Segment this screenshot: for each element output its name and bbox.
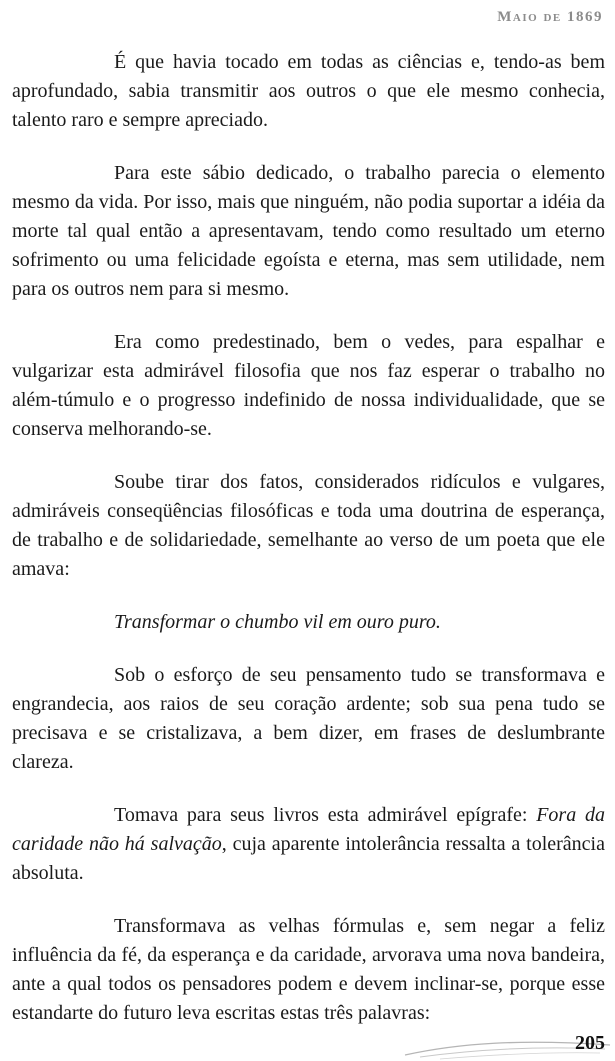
paragraph-6 xyxy=(12,801,605,888)
page-body xyxy=(12,48,605,1052)
paragraph-1: É que havia tocado em todas as ciências e, tendo-as bem aprofundado, sabia transmitir aos outros o que ele mesmo conhecia, talento raro e sempre apreciado. xyxy=(12,51,605,131)
paragraph-6-tail: , cuja aparente intolerância ressalta a tolerância absoluta. xyxy=(12,833,605,884)
paragraph-5: Sob o esforço de seu pensamento tudo se transformava e engrandecia, aos raios de seu coração ardente; sob sua pena tudo se precisava e se cristalizava, a bem dizer, em frases de deslumbrante clareza. xyxy=(12,664,605,773)
paragraph-6-lead: Tomava para seus livros esta admirável epígrafe: xyxy=(114,804,537,826)
running-header: Maio de 1869 xyxy=(497,9,603,25)
paragraph-7: Transformava as velhas fórmulas e, sem negar a feliz influência da fé, da esperança e da caridade, arvorava uma nova bandeira, ante a qual todos os pensadores podem e devem inclinar-se, porque esse estandarte do futuro leva escritas estas três palavras: xyxy=(12,915,605,1024)
page-number: 205 xyxy=(575,1032,605,1054)
paragraph-3: Era como predestinado, bem o vedes, para espalhar e vulgarizar esta admirável filosofia que nos faz esperar o trabalho no além-túmulo e o progresso indefinido de nossa individualidade, que se conserva melhorando-se. xyxy=(12,331,605,440)
verse-quote: Transformar o chumbo vil em ouro puro. xyxy=(114,611,441,633)
paragraph-2: Para este sábio dedicado, o trabalho parecia o elemento mesmo da vida. Por isso, mais que ninguém, não podia suportar a idéia da morte tal qual então a apresentavam, tendo como resultado um eterno sofrimento ou uma felicidade egoísta e eterna, mas sem utilidade, nem para os outros nem para si mesmo. xyxy=(12,162,605,300)
paragraph-4: Soube tirar dos fatos, considerados ridículos e vulgares, admiráveis conseqüências filosóficas e toda uma doutrina de esperança, de trabalho e de solidariedade, semelhante ao verso de um poeta que ele amava: xyxy=(12,471,605,580)
epigraph-italic: Fora da caridade não há salvação xyxy=(12,804,605,855)
